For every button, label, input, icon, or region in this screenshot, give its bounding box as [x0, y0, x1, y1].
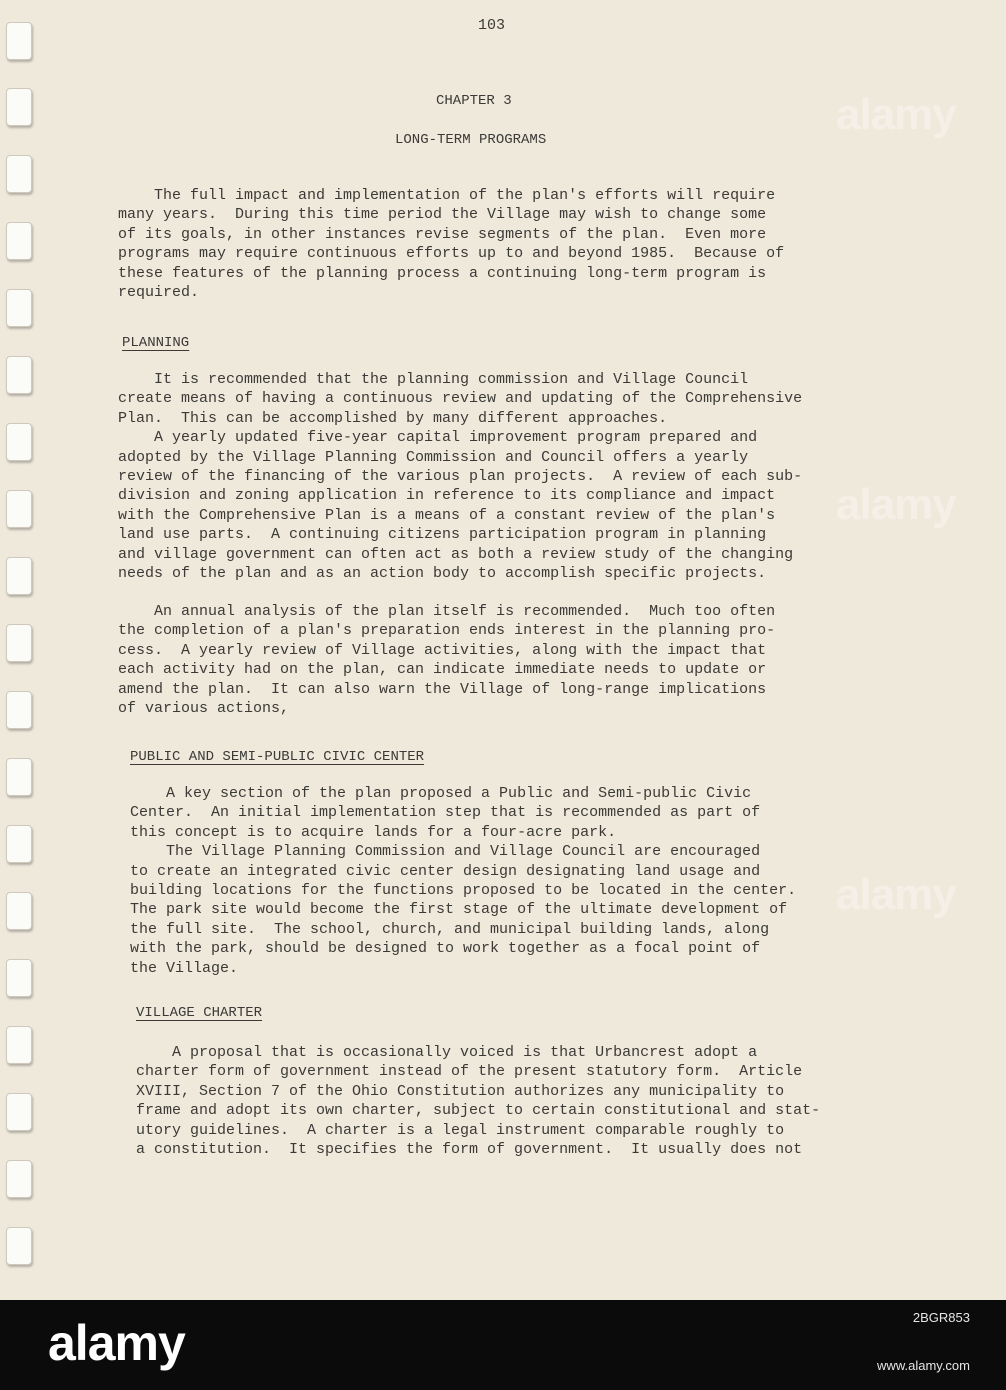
- text-line: of its goals, in other instances revise segments of the plan. Even more: [118, 225, 767, 243]
- binding-ring: [6, 1160, 32, 1198]
- binding-ring: [6, 758, 32, 796]
- text-line: A yearly updated five-year capital improvement program prepared and: [118, 429, 758, 447]
- text-line: programs may require continuous efforts up to and beyond 1985. Because of: [118, 245, 785, 263]
- section-heading-planning: PLANNING: [122, 335, 190, 351]
- text-line: each activity had on the plan, can indicate immediate needs to update or: [118, 661, 767, 679]
- binding-ring: [6, 691, 32, 729]
- watermark: alamy: [836, 870, 956, 919]
- text-line: amend the plan. It can also warn the Village of long-range implications: [118, 680, 767, 698]
- chapter-title: LONG-TERM PROGRAMS: [395, 132, 547, 148]
- spiral-binding: [0, 0, 40, 1300]
- watermark: alamy: [836, 90, 956, 139]
- binding-ring: [6, 959, 32, 997]
- text-line: adopted by the Village Planning Commission and Council offers a yearly: [118, 448, 749, 466]
- text-line: to create an integrated civic center design designating land usage and: [130, 862, 761, 880]
- planning-paragraph-1: [118, 370, 878, 583]
- section-heading-civic-center: PUBLIC AND SEMI-PUBLIC CIVIC CENTER: [130, 749, 425, 765]
- text-line: needs of the plan and as an action body to accomplish specific projects.: [118, 564, 767, 582]
- binding-ring: [6, 624, 32, 662]
- text-line: many years. During this time period the Village may wish to change some: [118, 206, 767, 224]
- binding-ring: [6, 88, 32, 126]
- text-line: this concept is to acquire lands for a four-acre park.: [130, 823, 617, 841]
- chapter-label: CHAPTER 3: [436, 93, 512, 109]
- image-id: 2BGR853: [912, 1310, 970, 1325]
- binding-ring: [6, 155, 32, 193]
- binding-ring: [6, 356, 32, 394]
- text-line: division and zoning application in reference to its compliance and impact: [118, 487, 776, 505]
- text-line: charter form of government instead of the present statutory form. Article: [136, 1063, 803, 1081]
- binding-ring: [6, 490, 32, 528]
- binding-ring: [6, 1093, 32, 1131]
- text-line: It is recommended that the planning commission and Village Council: [118, 371, 749, 388]
- footer-url: www.alamy.com: [877, 1358, 970, 1373]
- text-line: frame and adopt its own charter, subject to certain constitutional and stat-: [136, 1102, 821, 1120]
- text-line: Center. An initial implementation step that is recommended as part of: [130, 804, 761, 822]
- alamy-logo: alamy: [48, 1315, 185, 1371]
- binding-ring: [6, 892, 32, 930]
- text-line: the completion of a plan's preparation ends interest in the planning pro-: [118, 622, 776, 640]
- section-heading-village-charter: VILLAGE CHARTER: [136, 1005, 263, 1021]
- text-line: the full site. The school, church, and municipal building lands, along: [130, 920, 770, 938]
- watermark: alamy: [836, 480, 956, 529]
- text-line: XVIII, Section 7 of the Ohio Constitution authorizes any municipality to: [136, 1082, 785, 1100]
- text-line: the Village.: [130, 959, 239, 977]
- text-line: and village government can often act as both a review study of the changing: [118, 545, 794, 563]
- intro-paragraph: [118, 186, 878, 302]
- text-line: utory guidelines. A charter is a legal instrument comparable roughly to: [136, 1121, 785, 1139]
- binding-ring: [6, 289, 32, 327]
- binding-ring: [6, 22, 32, 60]
- text-line: A key section of the plan proposed a Public and Semi-public Civic: [130, 785, 752, 802]
- binding-ring: [6, 423, 32, 461]
- civic-center-paragraph: [130, 784, 890, 978]
- text-line: create means of having a continuous review and updating of the Comprehensive: [118, 390, 803, 408]
- text-line: cess. A yearly review of Village activities, along with the impact that: [118, 641, 767, 659]
- text-line: these features of the planning process a continuing long-term program is: [118, 264, 767, 282]
- stock-footer-bar: [0, 1300, 1006, 1390]
- text-line: required.: [118, 283, 200, 301]
- text-line: review of the financing of the various plan projects. A review of each sub-: [118, 467, 803, 485]
- text-line: a constitution. It specifies the form of government. It usually does not: [136, 1140, 803, 1158]
- text-line: land use parts. A continuing citizens participation program in planning: [118, 526, 767, 544]
- text-line: building locations for the functions proposed to be located in the center.: [130, 881, 797, 899]
- text-line: with the park, should be designed to work together as a focal point of: [130, 940, 761, 958]
- binding-ring: [6, 557, 32, 595]
- text-line: The park site would become the first stage of the ultimate development of: [130, 901, 788, 919]
- text-line: Plan. This can be accomplished by many different approaches.: [118, 409, 668, 427]
- text-line: The Village Planning Commission and Village Council are encouraged: [130, 843, 761, 861]
- binding-ring: [6, 222, 32, 260]
- village-charter-paragraph: [136, 1043, 896, 1159]
- text-line: The full impact and implementation of the plan's efforts will require: [118, 187, 776, 204]
- planning-paragraph-2: [118, 602, 878, 718]
- binding-ring: [6, 1227, 32, 1265]
- binding-ring: [6, 1026, 32, 1064]
- text-line: with the Comprehensive Plan is a means of a constant review of the plan's: [118, 506, 776, 524]
- binding-ring: [6, 825, 32, 863]
- page-number: 103: [478, 17, 506, 34]
- text-line: of various actions,: [118, 699, 290, 717]
- text-line: A proposal that is occasionally voiced is that Urbancrest adopt a: [136, 1044, 758, 1061]
- text-line: An annual analysis of the plan itself is recommended. Much too often: [118, 603, 776, 620]
